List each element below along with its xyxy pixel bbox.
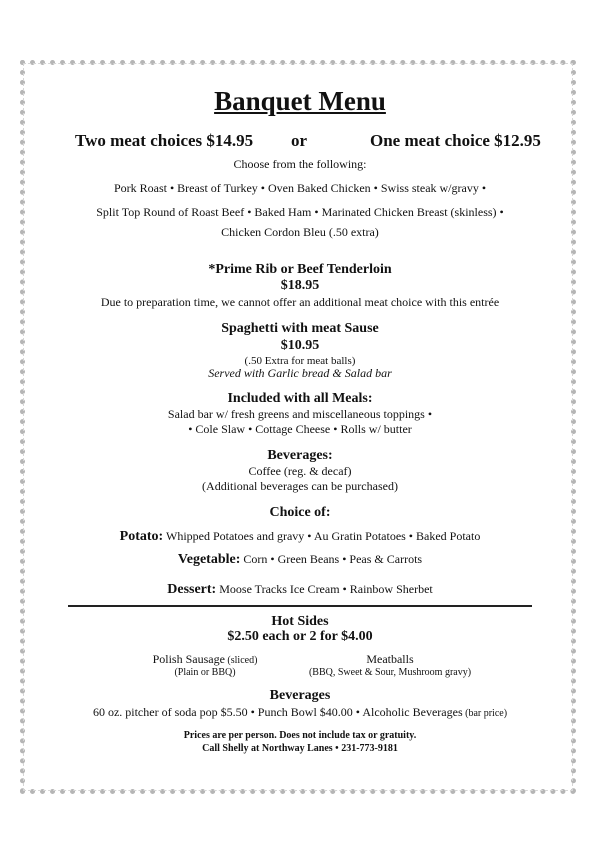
spaghetti-served: Served with Garlic bread & Salad bar — [208, 366, 392, 380]
polish-sausage-name — [130, 652, 280, 667]
section-divider — [68, 605, 532, 607]
potato-options: Whipped Potatoes and gravy • Au Gratin Potatoes • Baked Potato — [163, 529, 481, 543]
hot-sides-heading: Hot Sides — [271, 614, 329, 629]
vegetable-label: Vegetable: — [177, 552, 241, 567]
prime-rib-price: $18.95 — [280, 278, 320, 293]
footer-line-1: Prices are per person. Does not include tax or gratuity. — [183, 730, 417, 741]
hot-sides-price: $2.50 each or 2 for $4.00 — [227, 629, 373, 644]
beverages2-items: 60 oz. pitcher of soda pop $5.50 • Punch Bowl $40.00 • Alcoholic Beverages — [92, 705, 463, 719]
spaghetti-note: (.50 Extra for meat balls) — [244, 355, 356, 367]
meatballs-note: (BBQ, Sweet & Sour, Mushroom gravy) — [308, 667, 472, 678]
menu-title: Banquet Menu — [214, 86, 386, 116]
meat-list-line-2: Split Top Round of Roast Beef • Baked Ham • Marinated Chicken Breast (skinless) • — [96, 205, 504, 219]
beverages2-heading: Beverages — [269, 688, 331, 703]
polish-sausage-note: (Plain or BBQ) — [174, 667, 236, 678]
vegetable-options: Corn • Green Beans • Peas & Carrots — [240, 552, 423, 566]
beverages2-qualifier: (bar price) — [462, 708, 508, 719]
included-line-2: • Cole Slaw • Cottage Cheese • Rolls w/ butter — [188, 422, 412, 436]
or-text: or — [291, 131, 308, 150]
one-meat-choice: One meat choice $12.95 — [370, 131, 541, 150]
meatballs-name: Meatballs — [366, 652, 414, 666]
beverages-line-1: Coffee (reg. & decaf) — [248, 464, 352, 478]
dessert-label: Dessert: — [167, 582, 217, 597]
dessert-options: Moose Tracks Ice Cream • Rainbow Sherbet — [216, 582, 433, 596]
beverages-heading: Beverages: — [267, 448, 333, 463]
included-heading: Included with all Meals: — [227, 391, 373, 406]
meat-list-line-1: Pork Roast • Breast of Turkey • Oven Baked Chicken • Swiss steak w/gravy • — [113, 181, 487, 195]
dessert-line — [0, 582, 600, 598]
choose-from-text: Choose from the following: — [233, 157, 367, 171]
two-meat-choice: Two meat choices $14.95 — [75, 131, 254, 150]
spaghetti-price: $10.95 — [280, 338, 320, 353]
spaghetti-heading: Spaghetti with meat Sause — [221, 321, 379, 336]
beverages-line-2: (Additional beverages can be purchased) — [202, 479, 398, 493]
footer-line-2: Call Shelly at Northway Lanes • 231-773-9181 — [202, 743, 398, 754]
meat-list-line-3: Chicken Cordon Bleu (.50 extra) — [221, 225, 379, 239]
polish-sausage-qualifier: (sliced) — [224, 655, 258, 666]
potato-label: Potato: — [119, 529, 164, 544]
prime-rib-heading: *Prime Rib or Beef Tenderloin — [208, 262, 392, 277]
beverages2-line — [0, 705, 600, 720]
choice-of-heading: Choice of: — [269, 505, 331, 520]
potato-line — [0, 529, 600, 545]
included-line-1: Salad bar w/ fresh greens and miscellaneous toppings • — [167, 407, 433, 421]
prime-rib-note: Due to preparation time, we cannot offer an additional meat choice with this entrée — [100, 295, 500, 309]
vegetable-line — [0, 552, 600, 568]
polish-sausage-label: Polish Sausage — [152, 652, 225, 666]
